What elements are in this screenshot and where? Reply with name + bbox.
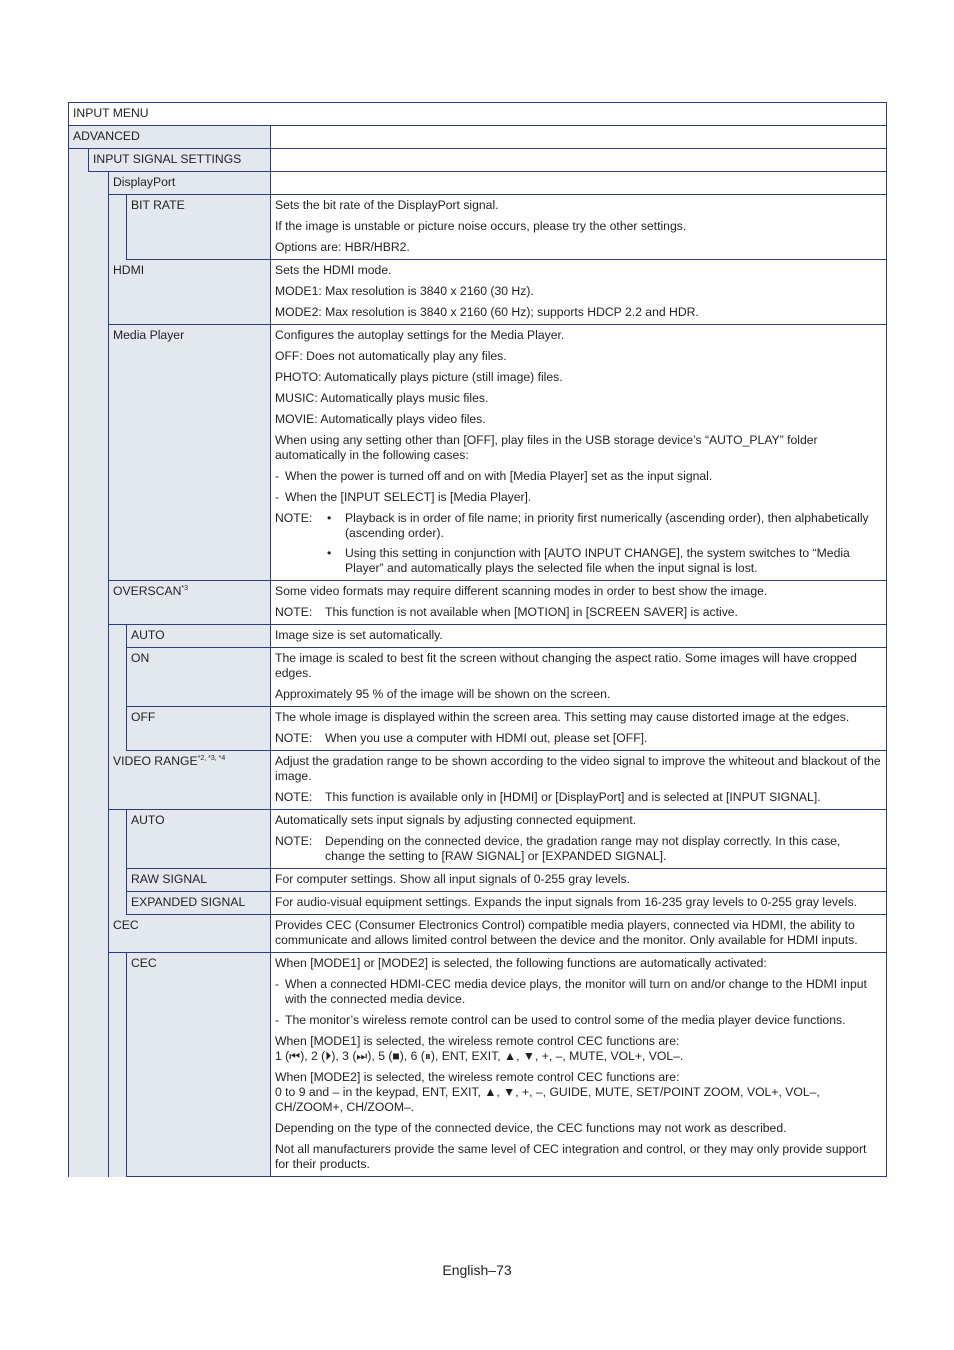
input-menu-header: INPUT MENU: [69, 103, 887, 126]
list-item: - When the [INPUT SELECT] is [Media Player].: [275, 490, 532, 504]
overscan-off-label: OFF: [127, 707, 271, 751]
hdmi-desc: Sets the HDMI mode. MODE1: Max resolution is 3840 x 2160 (30 Hz). MODE2: Max resolution is 3840 x 2160 (60 Hz); supports HDCP 2.2 and HDR.: [271, 260, 887, 325]
overscan-label: OVERSCAN$^{*3}$: [109, 581, 271, 625]
advanced-desc: [271, 126, 887, 149]
indent-l1: [69, 149, 89, 172]
media-player-desc: Configures the autoplay settings for the Media Player. OFF: Does not automatically play any files. PHOTO: Automatically plays picture (still image) files. MUSIC: Automatically plays music files. MOVIE: Automatically plays video files. When using any setting other than [OFF], play files in the USB storage device’s “AUTO_PLAY” folder automatically in the following cases: - When the power is turned off and on with [Media Player] set as the input signal. - When the [INPUT SELECT] is [Media Player]. NOTE: • Playback is in order of file name; in priority first numerically (ascending order), then alphabetically (ascending order). • Using this setting in conjunction with [AUTO INPUT CHANGE], the system switches to “Media Player” and automatically plays the selected file when the input signal is lost.: [271, 325, 887, 581]
media-player-label: Media Player: [109, 325, 271, 581]
bullet-icon: •: [327, 511, 332, 525]
list-item: - When a connected HDMI-CEC media device plays, the monitor will turn on and/or change to the HDMI input with the connected media device.: [275, 977, 867, 1006]
advanced-label: ADVANCED: [69, 126, 271, 149]
media-player-note: NOTE: • Playback is in order of file name; in priority first numerically (ascending order), then alphabetically (ascending order). • Using this setting in conjunction with [AUTO INPUT CHANGE], the system switches to “Media Player” and automatically plays the selected file when the input signal is lost.: [275, 511, 869, 575]
cec-group-desc: Provides CEC (Consumer Electronics Control) compatible media players, connected via HDMI, the ability to communicate and allows limited control between the device and the monitor. Only available for HDMI inputs.: [271, 915, 887, 953]
input-menu-table: [68, 102, 887, 1177]
raw-signal-label: RAW SIGNAL: [127, 869, 271, 892]
overscan-on-label: ON: [127, 648, 271, 707]
bullet-icon: •: [327, 546, 332, 560]
displayport-label: DisplayPort: [109, 172, 271, 195]
expanded-signal-label: EXPANDED SIGNAL: [127, 892, 271, 915]
overscan-off-desc: The whole image is displayed within the screen area. This setting may cause distorted image at the edges. NOTE: When you use a computer with HDMI out, please set [OFF].: [271, 707, 887, 751]
input-signal-settings-label: INPUT SIGNAL SETTINGS: [89, 149, 271, 172]
video-range-desc: Adjust the gradation range to be shown according to the video signal to improve the whiteout and blackout of the image. NOTE: This function is available only in [HDMI] or [DisplayPort] and is selected at [INPUT SIGNAL].: [271, 751, 887, 810]
overscan-desc: Some video formats may require different scanning modes in order to best show the image. NOTE: This function is not available when [MOTION] in [SCREEN SAVER] is active.: [271, 581, 887, 625]
video-range-label: VIDEO $RANGE^{*2, *3, *4}$: [109, 751, 271, 810]
expanded-signal-desc: For audio-visual equipment settings. Expands the input signals from 16-235 gray levels to 0-255 gray levels.: [271, 892, 887, 915]
list-item: - The monitor’s wireless remote control can be used to control some of the media player device functions.: [275, 1013, 846, 1027]
list-item: - When the power is turned off and on with [Media Player] set as the input signal.: [275, 469, 713, 483]
cec-item-label: CEC: [127, 953, 271, 1177]
raw-signal-desc: For computer settings. Show all input signals of 0-255 gray levels.: [271, 869, 887, 892]
video-range-auto-label: AUTO: [127, 810, 271, 869]
cec-item-desc: When [MODE1] or [MODE2] is selected, the following functions are automatically activated: - When a connected HDMI-CEC media device plays, the monitor will turn on and/or change to the HDMI input with the connected media device. - The monitor’s wireless remote control can be used to control some of the media player device functions. When [MODE1] is selected, the wireless remote control CEC functions are: 1 (⏮), 2 (⏵), 3 (⏭), 5 (■), 6 (⏸), ENT, EXIT, ▲, ▼, +, –, MUTE, VOL+, VOL–. When [MODE2] is selected, the wireless remote control CEC functions are: 0 to 9 and – in the keypad, ENT, EXIT, ▲, ▼, +, –, GUIDE, MUTE, SET/POINT ZOOM, VOL+, VOL–, CH/ZOOM+, CH/ZOOM–. Depending on the type of the connected device, the CEC functions may not work as described. Not all manufacturers provide the same level of CEC integration and control, or they may only provide support for their products.: [271, 953, 887, 1177]
overscan-auto-desc: Image size is set automatically.: [271, 625, 887, 648]
overscan-auto-label: AUTO: [127, 625, 271, 648]
page-number: English–73: [442, 1262, 512, 1278]
bit-rate-label: BIT RATE: [127, 195, 271, 260]
hdmi-label: HDMI: [109, 260, 271, 325]
bit-rate-desc: Sets the bit rate of the DisplayPort signal. If the image is unstable or picture noise occurs, please try the other settings. Options are: HBR/HBR2.: [271, 195, 887, 260]
video-range-auto-desc: Automatically sets input signals by adjusting connected equipment. NOTE: Depending on the connected device, the gradation range may not display correctly. In this case, change the setting to [RAW SIGNAL] or [EXPANDED SIGNAL].: [271, 810, 887, 869]
overscan-on-desc: The image is scaled to best fit the screen without changing the aspect ratio. Some images will have cropped edges. Approximately 95 % of the image will be shown on the screen.: [271, 648, 887, 707]
input-signal-settings-desc: [271, 149, 887, 172]
cec-group-label: CEC: [109, 915, 271, 953]
displayport-desc: [271, 172, 887, 195]
